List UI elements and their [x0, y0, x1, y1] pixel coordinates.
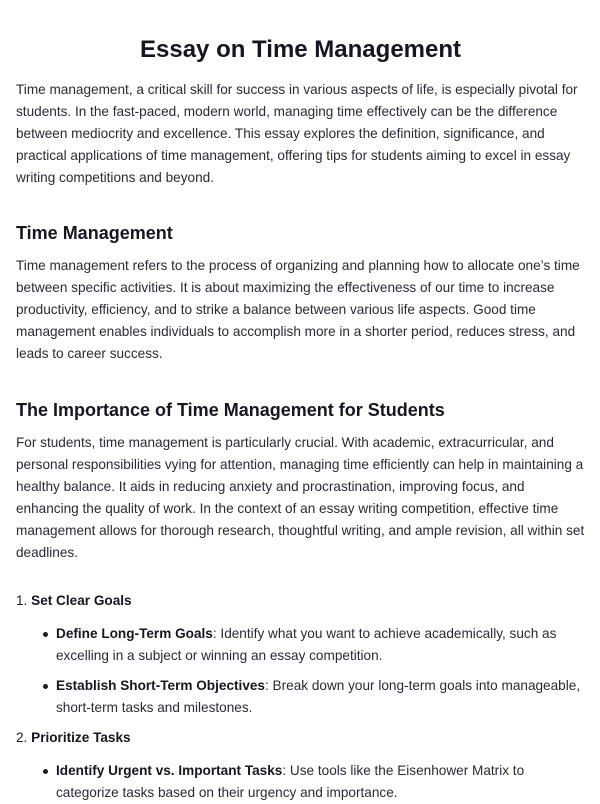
- tips-list: [16, 590, 585, 804]
- section-heading-time-management: Time Management: [16, 223, 173, 243]
- subitem-text: : Use tools like the Eisenhower Matrix to categorize tasks based on their urgency and importance.: [56, 763, 525, 800]
- tip-number: 1.: [16, 593, 28, 608]
- page-title: Essay on Time Management: [140, 36, 461, 63]
- section-body-time-management: Time management refers to the process of organizing and planning how to allocate one’s time between specific activities. It is about maximizing the effectiveness of our time to increase productivity, efficiency, and to strike a balance between various life aspects. Good time management enables individuals to accomplish more in a shorter period, reduces stress, and leads to career success.: [16, 258, 580, 361]
- list-item: [40, 623, 585, 667]
- subitem-text: : Break down your long-term goals into manageable, short-term tasks and milestones.: [56, 678, 581, 715]
- tip-subitems: [16, 760, 585, 804]
- tip-item: [16, 590, 585, 719]
- tip-title: Prioritize Tasks: [31, 730, 131, 745]
- tip-item: [16, 727, 585, 804]
- subitem-label: Establish Short-Term Objectives: [56, 678, 265, 693]
- list-item: [40, 675, 585, 719]
- subitem-text: : Identify what you want to achieve academically, such as excelling in a subject or winning an essay competition.: [56, 626, 557, 663]
- subitem-label: Define Long-Term Goals: [56, 626, 213, 641]
- list-item: [40, 760, 585, 804]
- tip-number: 2.: [16, 730, 28, 745]
- section-body-importance: For students, time management is particularly crucial. With academic, extracurricular, and personal responsibilities vying for attention, managing time efficiently can help in maintaining a healthy balance. It aids in reducing anxiety and procrastination, improving focus, and enhancing the quality of work. In the context of an essay writing competition, effective time management allows for thorough research, thoughtful writing, and ample revision, all within set deadlines.: [16, 435, 585, 560]
- intro-paragraph: Time management, a critical skill for success in various aspects of life, is especially pivotal for students. In the fast-paced, modern world, managing time effectively can be the difference between mediocrity and excellence. This essay explores the definition, significance, and practical applications of time management, offering tips for students aiming to excel in essay writing competitions and beyond.: [16, 82, 578, 185]
- tip-subitems: [16, 623, 585, 719]
- section-heading-importance: The Importance of Time Management for Students: [16, 400, 445, 420]
- tip-title: Set Clear Goals: [31, 593, 132, 608]
- subitem-label: Identify Urgent vs. Important Tasks: [56, 763, 283, 778]
